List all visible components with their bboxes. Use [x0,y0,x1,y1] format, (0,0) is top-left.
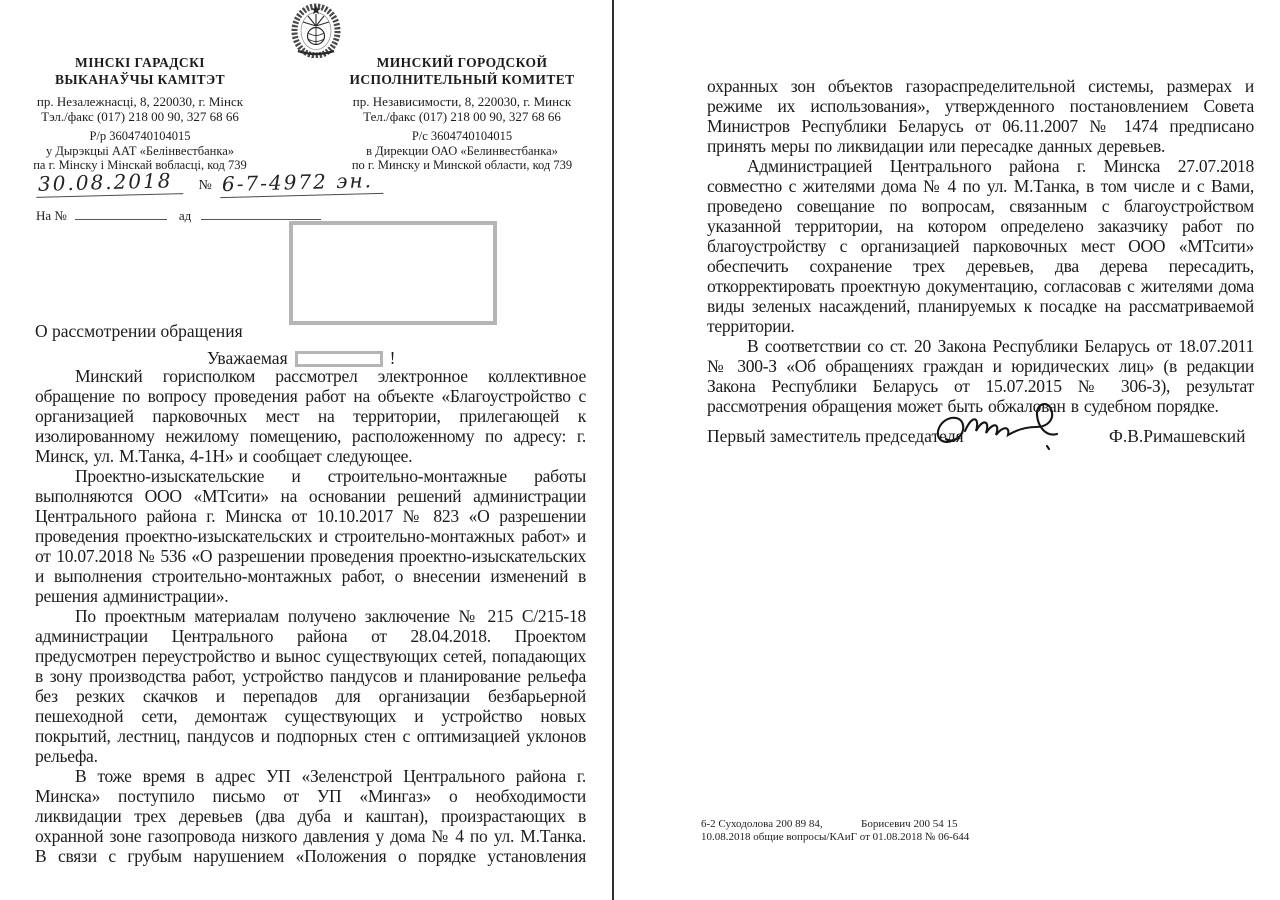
salutation-suffix: ! [389,348,396,368]
org-header-russian [336,55,588,173]
reference-footer [701,818,1261,844]
salutation-prefix: Уважаемая [207,348,288,368]
page-1 [0,0,612,900]
redaction-box-name [295,351,383,367]
handwritten-number: 6-7-4972 эн. [220,168,384,198]
org-name-by-line2: ВЫКАНАЎЧЫ КАМІТЭТ [55,71,225,87]
paragraph: Администрацией Центрального района г. Минска 27.07.2018 совместно с жителями дома № 4 по ул. М.Танка, в том числе и с Вами, проведено совещание по вопросам, связанным с благоустройством указанной территории, на котором определено заказчику работ по благоустройству с организацией парковочных мест ООО «МТсити» обеспечить сохранение трех деревьев, два дерева пересадить, откорректировать проектную документацию, согласовав с жителями дома виды зеленых насаждений, планируемых к посадке на рассматриваемой территории. [707,156,1254,336]
incoming-ref-line [36,208,321,224]
coat-of-arms-icon [285,2,347,58]
paragraph: В соответствии со ст. 20 Закона Республики Беларусь от 18.07.2011 № 300-З «Об обращениях граждан и юридических лиц» (в редакции Закона Республики Беларусь от 15.07.2015 № 306-З), результат рассмотрения обращения может быть обжалован в судебном порядке. [707,336,1254,416]
org-address-ru: пр. Независимости, 8, 220030, г. Минск [352,94,572,109]
org-phone-ru: Тел./факс (017) 218 00 90, 327 68 66 [363,109,561,124]
executor-2: Борисевич 200 54 15 [861,818,958,830]
signature-block [707,418,1267,488]
signer-title: Первый заместитель председателя [707,426,964,446]
incoming-number-blank [75,208,167,220]
org-account-ru: Р/с 3604740104015 [411,129,513,143]
org-header-belarusian [28,55,252,173]
page-2 [614,0,1280,900]
paragraph: В тоже время в адрес УП «Зеленстрой Центрального района г. Минска» поступило письмо от УП «Мингаз» о необходимости ликвидации трех деревьев (два дуба и каштан), произрастающих в охранной зоне газопровода низкого давления у дома № 4 по ул. М.Танка. В связи с грубым нарушением «Положения о порядке установления [35,766,586,866]
org-name-by-line1: МІНСКІ ГАРАДСКІ [75,55,205,70]
incoming-date-blank [201,208,321,220]
org-bank-by-line1: у Дырэкцыі ААТ «Белінвестбанка» [45,143,235,158]
executor-1: 6-2 Суходолова 200 89 84, [701,818,823,830]
footer-reference: 10.08.2018 общие вопросы/КАиГ от 01.08.2018 № 06-644 [701,831,970,843]
page-1-body [35,366,586,866]
org-phone-by: Тэл./факс (017) 218 00 90, 327 68 66 [41,109,239,124]
outgoing-ref-line [36,170,383,196]
paragraph: Минский горисполком рассмотрел электронное коллективное обращение по вопросу проведения работ на объекте «Благоустройство с организацией парковочных мест на территории, прилегающей к изолированному нежилому помещению, расположенному по адресу: г. Минск, ул. М.Танка, 4-1Н» и сообщает следующее. [35,366,586,466]
handwritten-date: 30.08.2018 [36,168,183,198]
redaction-box-recipient [289,221,497,325]
page-2-body [707,76,1254,416]
org-address-by: пр. Незалежнасці, 8, 220030, г. Мінск [36,94,244,109]
org-name-ru-line1: МИНСКИЙ ГОРОДСКОЙ [376,55,548,70]
org-bank-ru-line2: по г. Минску и Минской области, код 739 [351,158,573,172]
na-label: На № [36,208,67,223]
org-bank-ru-line1: в Дирекции ОАО «Белинвестбанка» [366,143,558,158]
org-name-ru-line2: ИСПОЛНИТЕЛЬНЫЙ КОМИТЕТ [349,71,575,87]
ad-label: ад [178,208,192,223]
subject-line: О рассмотрении обращения [35,321,243,341]
signature-icon [930,396,1092,460]
paragraph: Проектно-изыскательские и строительно-монтажные работы выполняются ООО «МТсити» на основании решений администрации Центрального района г. Минска от 10.10.2017 № 823 «О разрешении проведения проектно-изыскательских и строительно-монтажных работ» и от 10.07.2018 № 536 «О разрешении проведения проектно-изыскательских и выполнения строительно-монтажных работ, о внесении изменений в решения администрации». [35,466,586,606]
number-sign: № [198,178,212,193]
paragraph: охранных зон объектов газораспределительной системы, размерах и режиме их использования», утвержденного постановлением Совета Министров Республики Беларусь от 06.11.2007 № 1474 предписано принять меры по ликвидации или пересадке данных деревьев. [707,76,1254,156]
org-bank-by-line2: па г. Мінску і Мінскай вобласці, код 739 [33,158,247,172]
paragraph: По проектным материалам получено заключение № 215 С/215-18 администрации Центрального района от 28.04.2018. Проектом предусмотрен переустройство и вынос существующих сетей, попадающих в зону производства работ, устройство пандусов и планирование рельефа без резких скачков и перепадов для организации безбарьерной пешеходной сети, демонтаж существующих и устройство новых покрытий, лестниц, пандусов и подпорных стен с оптимизацией уклонов рельефа. [35,606,586,766]
executors-line [701,818,1261,831]
org-account-by: Р/р 3604740104015 [89,129,191,143]
signer-name: Ф.В.Римашевский [1109,426,1246,446]
